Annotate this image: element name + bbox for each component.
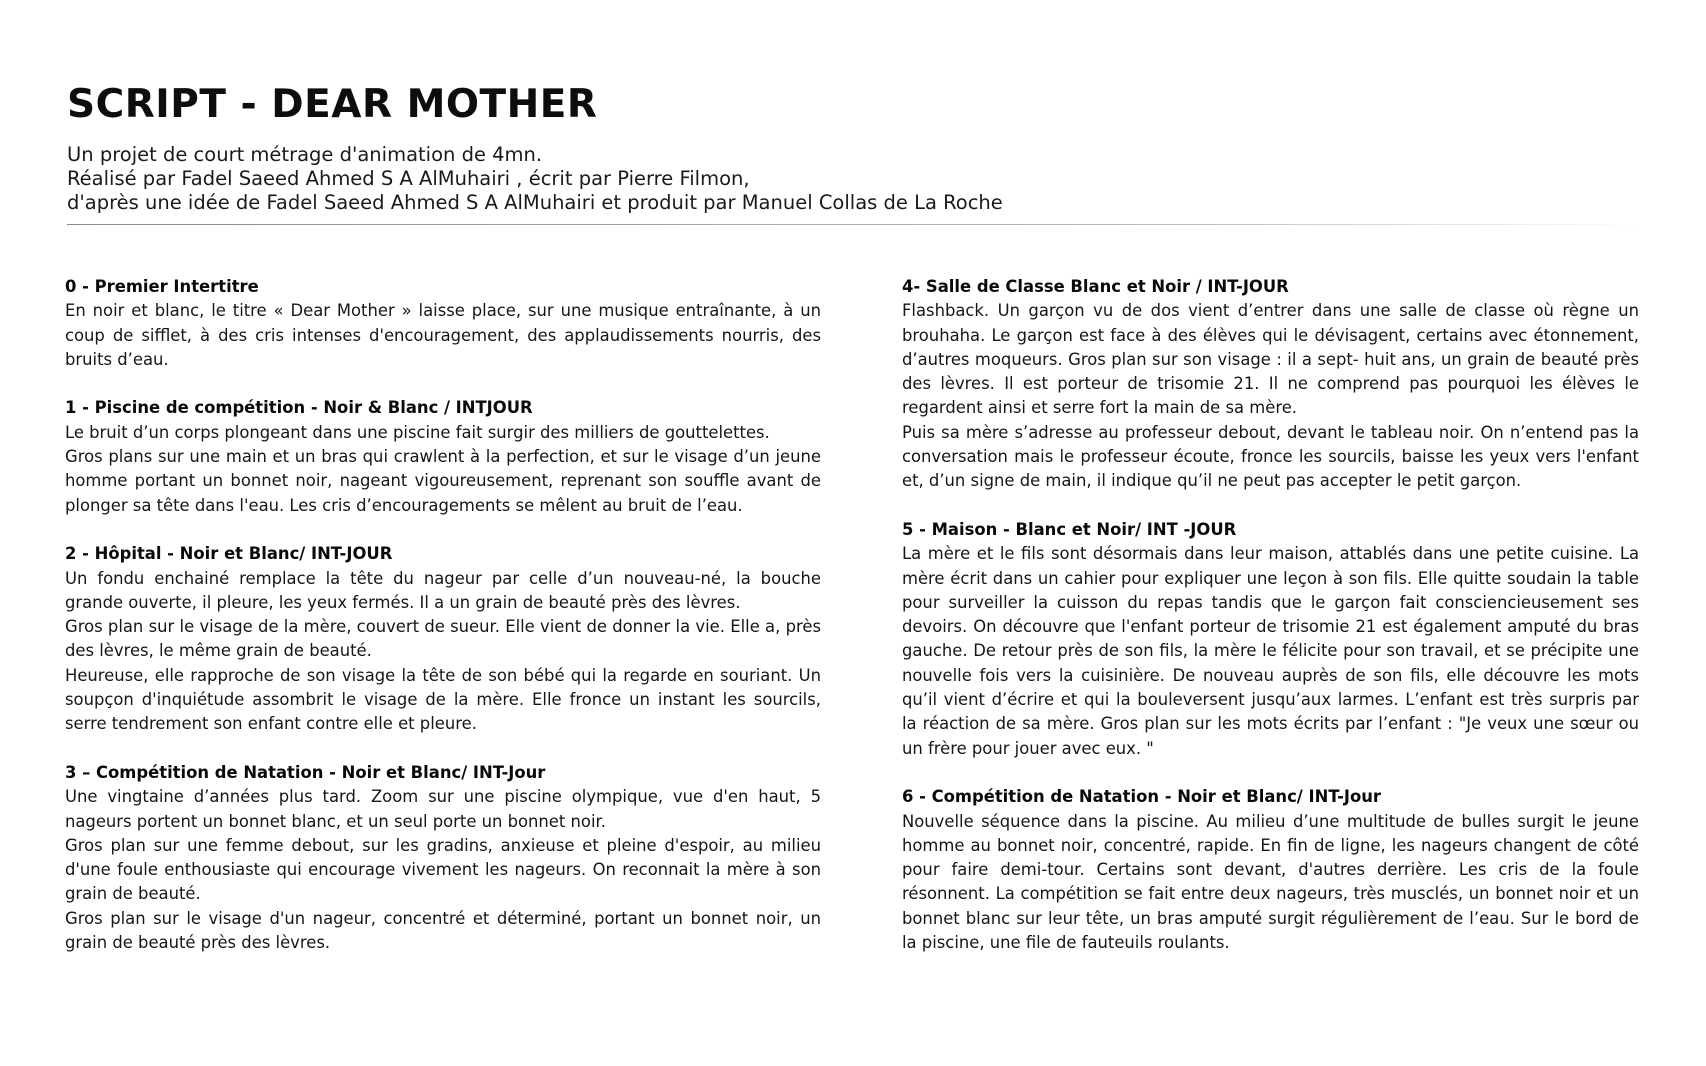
page-title: SCRIPT - DEAR MOTHER xyxy=(67,82,598,127)
subtitle-line: Réalisé par Fadel Saeed Ahmed S A AlMuhairi , écrit par Pierre Filmon, xyxy=(67,167,750,190)
scene-body xyxy=(902,542,1639,761)
scene-heading: 3 – Compétition de Natation - Noir et Blanc/ INT-Jour xyxy=(65,762,546,782)
scene-paragraph: Heureuse, elle rapproche de son visage la tête de son bébé qui la regarde en souriant. Un soupçon d'inquiétude assombrit le visage de la mère. Elle fronce un instant les sourcils, serre tendrement son enfant contre elle et pleure. xyxy=(65,665,821,734)
scene-body xyxy=(902,810,1639,956)
subtitle-line: Un projet de court métrage d'animation de 4mn. xyxy=(67,143,543,166)
scene-body xyxy=(65,567,821,737)
scene-block xyxy=(65,396,821,517)
scene-paragraph: Le bruit d’un corps plongeant dans une piscine fait surgir des milliers de gouttelettes. xyxy=(65,422,770,442)
scene-paragraph: Gros plans sur une main et un bras qui crawlent à la perfection, et sur le visage d’un jeune homme portant un bonnet noir, nageant vigoureusement, reprenant son souffle avant de plonger sa tête dans l'eau. Les cris d’encouragements se mêlent au bruit de l’eau. xyxy=(65,447,821,515)
scene-body xyxy=(902,299,1639,493)
scene-paragraph: Flashback. Un garçon vu de dos vient d’entrer dans une salle de classe où règne un brouhaha. Le garçon est face à des élèves qui le dévisagent, certains avec étonnement, d’autres moqueurs. Gros plan sur son visage : il a sept- huit ans, un grain de beauté près des lèvres. Il est porteur de trisomie 21. Il ne comprend pas pourquoi les élèves le regardent ainsi et serre fort la main de sa mère. xyxy=(902,301,1639,418)
subtitle-line: d'après une idée de Fadel Saeed Ahmed S A AlMuhairi et produit par Manuel Collas de La Roche xyxy=(67,191,1003,214)
project-subtitle xyxy=(67,143,1627,215)
scene-body xyxy=(65,299,821,372)
scene-block xyxy=(902,275,1639,494)
right-column xyxy=(902,275,1639,980)
scene-block xyxy=(65,761,821,955)
scene-paragraph: Une vingtaine d’années plus tard. Zoom sur une piscine olympique, vue d'en haut, 5 nageurs portent un bonnet blanc, et un seul porte un bonnet noir. xyxy=(65,787,821,831)
scene-block xyxy=(902,785,1639,955)
scene-heading: 4- Salle de Classe Blanc et Noir / INT-JOUR xyxy=(902,277,1289,296)
scene-paragraph: Gros plan sur le visage de la mère, couvert de sueur. Elle vient de donner la vie. Elle a, près des lèvres, le même grain de beauté. xyxy=(65,617,821,661)
header-divider xyxy=(67,224,1647,225)
scene-paragraph: Un fondu enchainé remplace la tête du nageur par celle d’un nouveau-né, la bouche grande ouverte, il pleure, les yeux fermés. Il a un grain de beauté près des lèvres. xyxy=(65,568,821,612)
scene-paragraph: Gros plan sur le visage d'un nageur, concentré et déterminé, portant un bonnet noir, un grain de beauté près des lèvres. xyxy=(65,908,821,953)
scene-body xyxy=(65,785,821,955)
scene-heading: 1 - Piscine de compétition - Noir & Blanc / INTJOUR xyxy=(65,398,533,418)
scene-paragraph: Nouvelle séquence dans la piscine. Au milieu d’une multitude de bulles surgit le jeune homme au bonnet noir, concentré, rapide. En fin de ligne, les nageurs changent de côté pour faire demi-tour. Certains sont devant, d'autres derrière. Les cris de la foule résonnent. La compétition se fait entre deux nageurs, très musclés, un bonnet noir et un bonnet blanc sur leur tête, un bras amputé surgit régulièrement de l’eau. Sur le bord de la piscine, une file de fauteuils roulants. xyxy=(902,811,1639,953)
scene-heading: 5 - Maison - Blanc et Noir/ INT -JOUR xyxy=(902,519,1237,539)
scene-block xyxy=(902,518,1639,761)
scene-heading: 6 - Compétition de Natation - Noir et Blanc/ INT-Jour xyxy=(902,787,1382,807)
scene-paragraph: Puis sa mère s’adresse au professeur debout, devant le tableau noir. On n’entend pas la conversation mais le professeur écoute, fronce les sourcils, baisse les yeux vers l'enfant et, d’un signe de main, il indique qu’il ne peut pas accepter le petit garçon. xyxy=(902,422,1639,491)
scene-paragraph: En noir et blanc, le titre « Dear Mother » laisse place, sur une musique entraînante, à un coup de sifflet, à des cris intenses d'encouragement, des applaudissements nourris, des bruits d’eau. xyxy=(65,301,821,369)
scene-body xyxy=(65,421,821,518)
left-column xyxy=(65,275,821,980)
scene-block xyxy=(65,275,821,372)
scene-paragraph: La mère et le fils sont désormais dans leur maison, attablés dans une petite cuisine. La mère écrit dans un cahier pour expliquer une leçon à son fils. Elle quitte soudain la table pour surveiller la cuisson du repas tandis que le garçon fait consciencieusement ses devoirs. On découvre que l'enfant porteur de trisomie 21 est également amputé du bras gauche. De retour près de son fils, la mère le félicite pour son travail, et se précipite une nouvelle fois vers la cuisinière. De nouveau auprès de son fils, elle découvre les mots qu’il vient d’écrire et qui la bouleversent jusqu’aux larmes. L’enfant est très surpris par la réaction de sa mère. Gros plan sur les mots écrits par l’enfant : "Je veux une sœur ou un frère pour jouer avec eux. " xyxy=(902,544,1639,758)
scene-heading: 0 - Premier Intertitre xyxy=(65,277,259,296)
scene-block xyxy=(65,542,821,736)
scene-heading: 2 - Hôpital - Noir et Blanc/ INT-JOUR xyxy=(65,544,393,564)
scene-paragraph: Gros plan sur une femme debout, sur les gradins, anxieuse et pleine d'espoir, au milieu d'une foule enthousiaste qui encourage vivement les nageurs. On reconnait la mère à son grain de beauté. xyxy=(65,835,821,904)
